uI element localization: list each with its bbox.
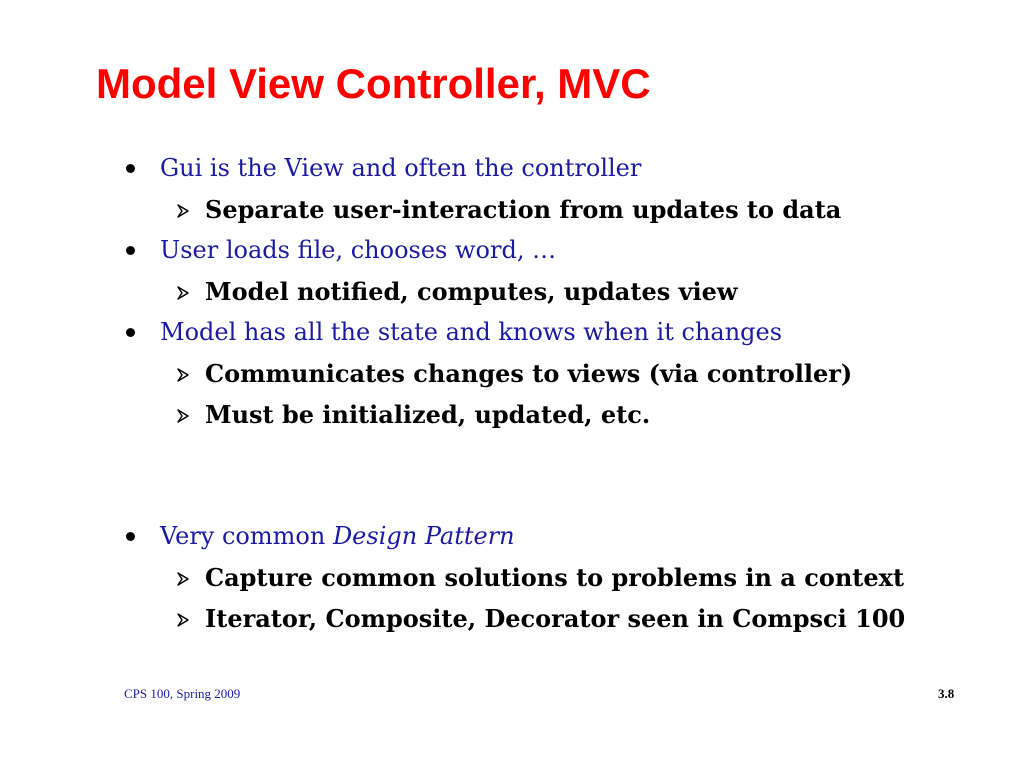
footer-course: CPS 100, Spring 2009 xyxy=(124,686,241,701)
arrow-bullet-icon xyxy=(176,203,190,219)
arrow-bullet-icon xyxy=(176,285,190,301)
bullet-dot-icon xyxy=(126,246,135,255)
footer-slide-number: 3.8 xyxy=(938,686,955,701)
bullet-text-regular: Very common xyxy=(160,522,333,550)
bullet-text: Gui is the View and often the controller xyxy=(160,154,642,182)
sub-bullet-text: Communicates changes to views (via controller) xyxy=(205,359,853,388)
slide-title: Model View Controller, MVC xyxy=(96,60,651,107)
bullet-dot-icon xyxy=(126,164,135,173)
bullet-text: User loads file, chooses word, … xyxy=(160,236,557,264)
bullet-text-italic: Design Pattern xyxy=(332,522,515,550)
sub-bullet-text: Must be initialized, updated, etc. xyxy=(205,400,651,429)
bullet-text: Model has all the state and knows when it changes xyxy=(160,318,783,346)
sub-bullet-text: Iterator, Composite, Decorator seen in Compsci 100 xyxy=(205,604,906,633)
bullet-text xyxy=(160,521,515,551)
bullet-dot-icon xyxy=(126,532,135,541)
arrow-bullet-icon xyxy=(176,367,190,383)
sub-bullet-text: Separate user-interaction from updates to data xyxy=(205,195,842,224)
sub-bullet-text: Model notified, computes, updates view xyxy=(205,277,738,306)
arrow-bullet-icon xyxy=(176,612,190,628)
bullet-dot-icon xyxy=(126,328,135,337)
arrow-bullet-icon xyxy=(176,408,190,424)
arrow-bullet-icon xyxy=(176,571,190,587)
sub-bullet-text: Capture common solutions to problems in a context xyxy=(205,563,905,592)
